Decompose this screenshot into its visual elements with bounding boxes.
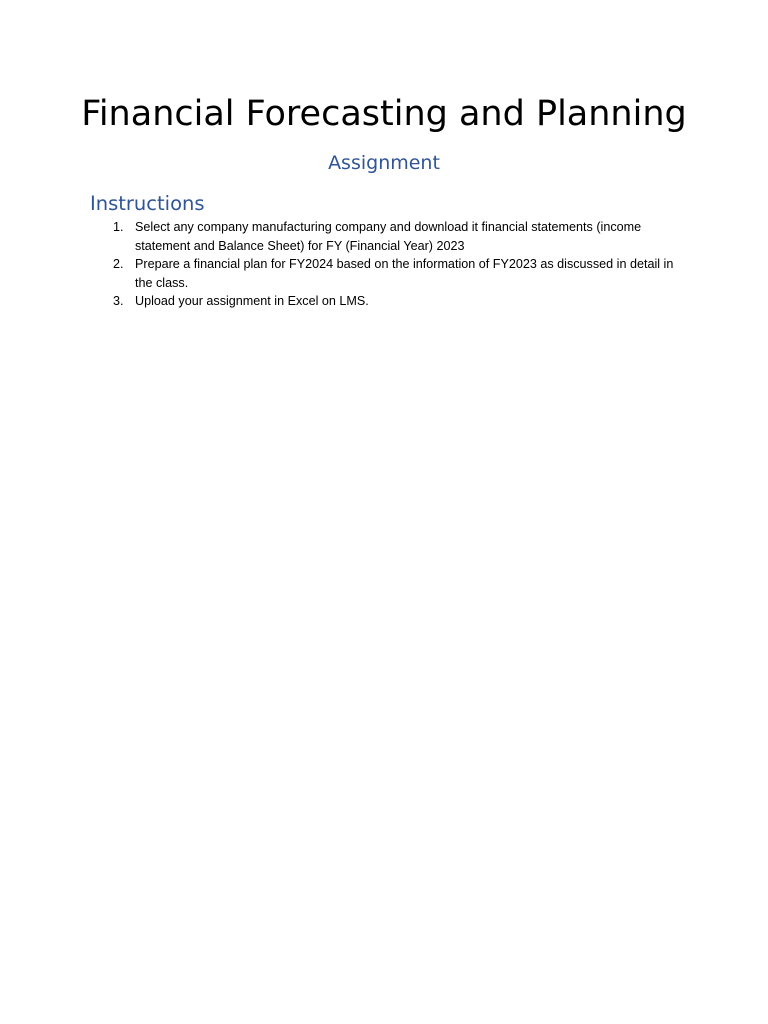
instruction-item (90, 292, 680, 311)
instructions-heading: Instructions (90, 192, 205, 215)
document-subtitle: Assignment (328, 152, 440, 174)
instruction-number: 2. (113, 257, 124, 271)
instruction-item (90, 255, 680, 292)
instruction-item (90, 218, 680, 255)
instruction-text: Select any company manufacturing company and download it financial statements (income statement and Balance Sheet) for FY (Financial Year) 2023 (135, 220, 642, 253)
instruction-text: Prepare a financial plan for FY2024 based on the information of FY2023 as discussed in detail in the class. (135, 257, 674, 290)
instruction-text: Upload your assignment in Excel on LMS. (135, 294, 369, 308)
instruction-number: 1. (113, 220, 124, 234)
instruction-number: 3. (113, 294, 124, 308)
document-title: Financial Forecasting and Planning (81, 94, 687, 134)
instructions-list (90, 218, 680, 311)
